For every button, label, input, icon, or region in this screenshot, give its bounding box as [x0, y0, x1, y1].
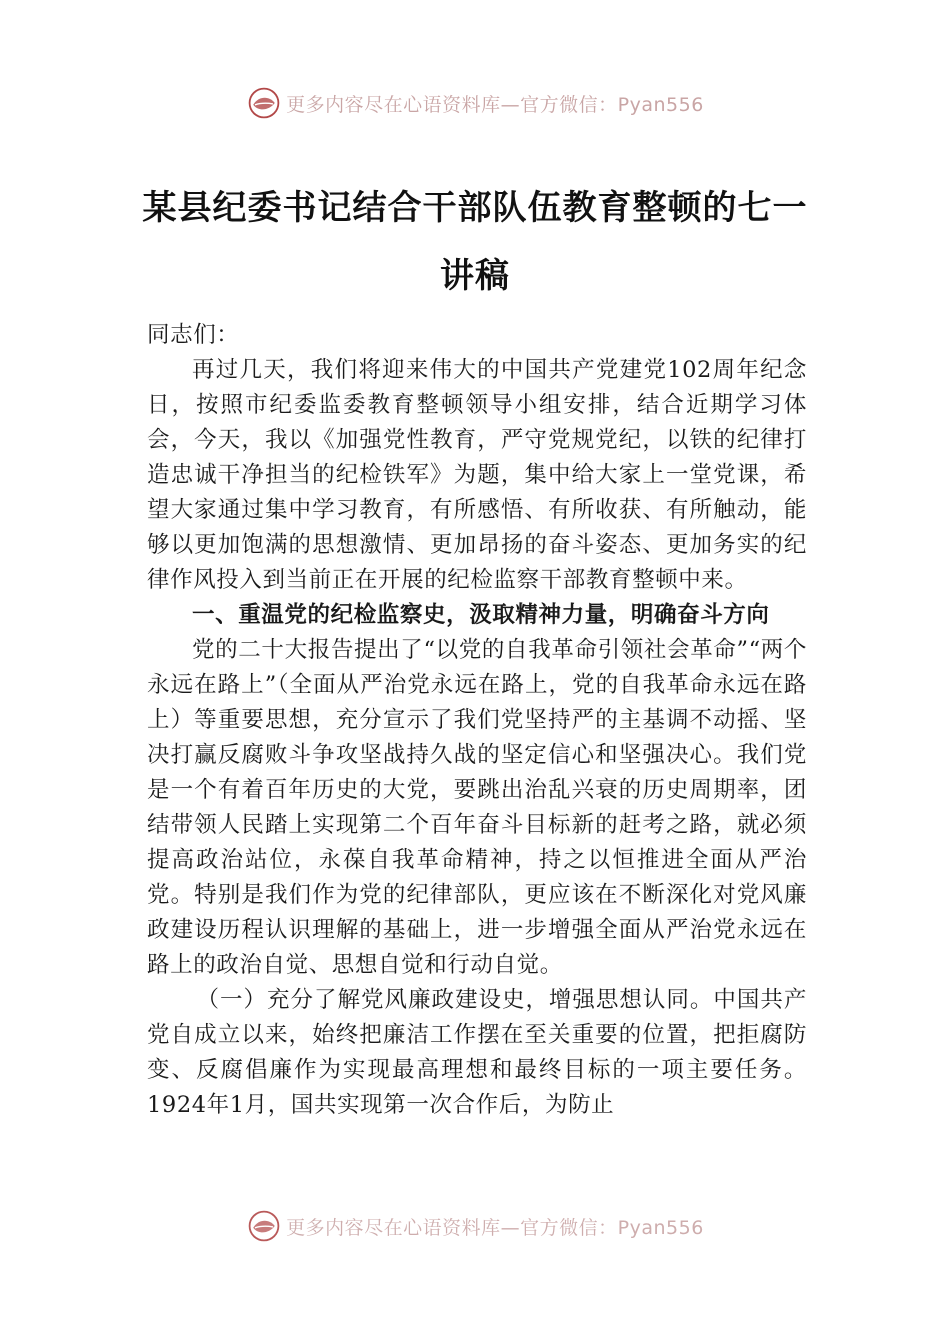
salutation: 同志们： [147, 322, 240, 348]
lips-logo-icon [246, 85, 282, 121]
watermark-banner-top [0, 83, 950, 123]
watermark-banner-bottom [0, 1206, 950, 1246]
document-body [147, 318, 807, 1123]
lips-logo-icon [246, 1208, 282, 1244]
paragraph-section-one: 党的二十大报告提出了“以党的自我革命引领社会革命”“两个永远在路上”（全面从严治党永远在路上，党的自我革命永远在路上）等重要思想，充分宣示了我们党坚持严的主基调不动摇、坚决打赢反腐败斗争攻坚战持久战的坚定信心和坚强决心。我们党是一个有着百年历史的大党，要跳出治乱兴衰的历史周期率，团结带领人民踏上实现第二个百年奋斗目标新的赶考之路，就必须提高政治站位，永葆自我革命精神，持之以恒推进全面从严治党。特别是我们作为党的纪律部队，更应该在不断深化对党风廉政建设历程认识理解的基础上，进一步增强全面从严治党永远在路上的政治自觉、思想自觉和行动自觉。 [147, 637, 807, 978]
document-title: 某县纪委书记结合干部队伍教育整顿的七一讲稿 [142, 188, 808, 296]
section-heading: 一、重温党的纪检监察史，汲取精神力量，明确奋斗方向 [192, 602, 770, 628]
watermark-text: 更多内容尽在心语资料库—官方微信：Pyan556 [286, 1216, 704, 1239]
subsection-paragraph: （一）充分了解党风廉政建设史，增强思想认同。中国共产党自成立以来，始终把廉洁工作摆在至关重要的位置，把拒腐防变、反腐倡廉作为实现最高理想和最终目标的一项主要任务。1924年1月，国共实现第一次合作后，为防止 [147, 987, 807, 1118]
watermark-text: 更多内容尽在心语资料库—官方微信：Pyan556 [286, 93, 704, 116]
paragraph-intro: 再过几天，我们将迎来伟大的中国共产党建党102周年纪念日，按照市纪委监委教育整顿领导小组安排，结合近期学习体会，今天，我以《加强党性教育，严守党规党纪，以铁的纪律打造忠诚干净担当的纪检铁军》为题，集中给大家上一堂党课，希望大家通过集中学习教育，有所感悟、有所收获、有所触动，能够以更加饱满的思想激情、更加昂扬的奋斗姿态、更加务实的纪律作风投入到当前正在开展的纪检监察干部教育整顿中来。 [147, 357, 807, 593]
